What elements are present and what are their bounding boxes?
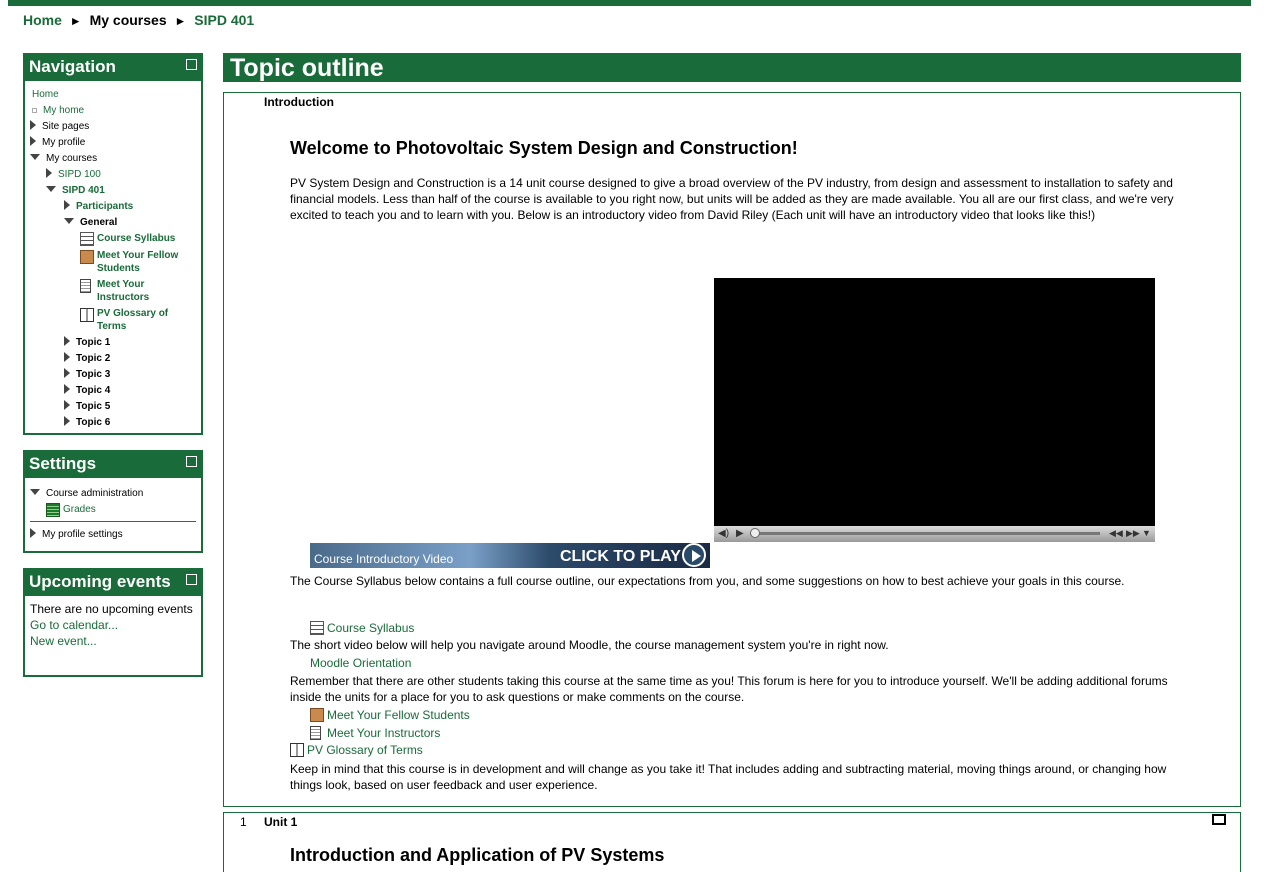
- forum-icon: [310, 708, 324, 722]
- progress-track[interactable]: [750, 532, 1100, 535]
- divider: [30, 521, 196, 522]
- instructors-link-row: [310, 725, 440, 741]
- syllabus-paragraph: The Course Syllabus below contains a full course outline, our expectations from you, and some suggestions on how to best achieve your goals in this course.: [290, 574, 1125, 588]
- collapse-arrow-icon[interactable]: [30, 154, 40, 160]
- nav-topic-2[interactable]: Topic 2: [76, 353, 111, 364]
- nav-participants[interactable]: Participants: [76, 201, 134, 212]
- video-controls[interactable]: [714, 526, 1155, 542]
- banner-cta: CLICK TO PLAY: [560, 548, 681, 565]
- nav-sipd-100[interactable]: SIPD 100: [58, 169, 101, 180]
- nav-meet-instr-line2: Instructors: [97, 292, 150, 303]
- chevron-down-icon[interactable]: ▼: [1142, 528, 1151, 538]
- nav-pv-glossary[interactable]: [97, 307, 168, 333]
- play-button-icon[interactable]: [682, 543, 706, 567]
- highlight-toggle-icon[interactable]: [1212, 814, 1226, 825]
- intro-paragraph: PV System Design and Construction is a 14 unit course designed to give a broad overview of the PV industry, from design and assessment to installation to safety and financial models. Less than half of the course is available to you right now, but units will be added as they are made available. You all are our first class, and we're very excited to teach you and to learn with you. Below is an introductory video from David Riley (Each unit will have an introductory video that looks like this!): [290, 176, 1174, 222]
- glossary-icon: [290, 743, 304, 757]
- nav-meet-instructors[interactable]: [97, 278, 149, 304]
- settings-title: Settings: [29, 454, 97, 473]
- expand-icon[interactable]: [64, 368, 70, 378]
- nav-meet-fellow-line2: Students: [97, 263, 140, 274]
- intro-video-banner[interactable]: [310, 543, 710, 568]
- forum-icon: [80, 250, 94, 264]
- nav-my-home[interactable]: My home: [43, 105, 85, 116]
- expand-icon[interactable]: [30, 528, 36, 538]
- main-header: [223, 53, 1241, 82]
- play-icon[interactable]: ▶: [736, 528, 744, 539]
- nav-glossary-line2: Terms: [97, 321, 127, 332]
- upcoming-events-title: Upcoming events: [29, 572, 171, 591]
- new-event-link[interactable]: New event...: [30, 634, 97, 648]
- nav-my-profile[interactable]: My profile: [42, 137, 86, 148]
- glossary-link-row: [290, 742, 423, 758]
- forum-paragraph: Remember that there are other students taking this course at the same time as you! This forum is here for you to introduce yourself. We'll be adding additional forums inside the units for a place for you to ask questions or make comments on the course.: [290, 674, 1168, 704]
- breadcrumb-separator: ►: [69, 14, 82, 28]
- forward-icon[interactable]: ▶▶: [1126, 528, 1140, 538]
- resource-icon: [310, 621, 324, 635]
- nav-site-pages[interactable]: Site pages: [42, 121, 90, 132]
- page-icon: [310, 726, 321, 740]
- nav-topic-3[interactable]: Topic 3: [76, 369, 111, 380]
- pv-glossary-link[interactable]: PV Glossary of Terms: [307, 743, 423, 757]
- syllabus-link-row: [310, 620, 414, 636]
- intro-section: [223, 92, 1241, 807]
- nav-sipd-401[interactable]: SIPD 401: [62, 185, 105, 196]
- navigation-block: [23, 53, 203, 435]
- video-player[interactable]: [714, 278, 1155, 526]
- course-syllabus-link[interactable]: Course Syllabus: [327, 621, 415, 635]
- breadcrumb-home[interactable]: Home: [23, 12, 62, 28]
- settings-header: [25, 450, 201, 478]
- banner-text: Course Introductory Video: [314, 552, 454, 566]
- volume-icon[interactable]: ◀): [718, 528, 730, 539]
- grades-icon: [46, 503, 60, 517]
- expand-icon[interactable]: [30, 136, 36, 146]
- expand-icon[interactable]: [64, 400, 70, 410]
- settings-my-profile-settings[interactable]: My profile settings: [42, 529, 123, 540]
- navigation-header: [25, 53, 201, 81]
- expand-icon[interactable]: [30, 120, 36, 130]
- unit-heading: Introduction and Application of PV Systems: [290, 845, 665, 865]
- expand-icon[interactable]: [46, 168, 52, 178]
- unit-1-section: [223, 812, 1241, 872]
- nav-topic-6[interactable]: Topic 6: [76, 417, 111, 428]
- collapse-arrow-icon[interactable]: [64, 218, 74, 224]
- nav-meet-fellow-students[interactable]: [97, 249, 178, 275]
- no-events-text: There are no upcoming events: [30, 602, 193, 616]
- expand-icon[interactable]: [64, 416, 70, 426]
- progress-handle[interactable]: [750, 528, 760, 538]
- moodle-orientation-link[interactable]: Moodle Orientation: [310, 656, 412, 670]
- development-paragraph: Keep in mind that this course is in development and will change as you take it! That includes adding and subtracting material, moving things around, or changing how things look, based on user feedback and user experience.: [290, 762, 1167, 792]
- nav-glossary-line1: PV Glossary of: [97, 308, 169, 319]
- bullet-icon: [32, 108, 37, 113]
- upcoming-events-block: [23, 568, 203, 677]
- page-icon: [80, 279, 91, 293]
- nav-general[interactable]: General: [80, 217, 118, 228]
- nav-meet-fellow-line1: Meet Your Fellow: [97, 250, 179, 261]
- breadcrumb-separator: ►: [174, 14, 187, 28]
- breadcrumb-my-courses[interactable]: My courses: [89, 12, 167, 28]
- expand-icon[interactable]: [64, 336, 70, 346]
- breadcrumb: [23, 12, 254, 28]
- nav-meet-instr-line1: Meet Your: [97, 279, 145, 290]
- settings-grades[interactable]: Grades: [63, 504, 96, 515]
- settings-block: [23, 450, 203, 553]
- expand-icon[interactable]: [64, 384, 70, 394]
- glossary-icon: [80, 308, 94, 322]
- fellow-link-row: [310, 707, 470, 723]
- nav-topic-4[interactable]: Topic 4: [76, 385, 111, 396]
- expand-icon[interactable]: [64, 200, 70, 210]
- resource-icon: [80, 232, 94, 246]
- nav-my-courses[interactable]: My courses: [46, 153, 98, 164]
- collapse-arrow-icon[interactable]: [30, 489, 40, 495]
- section-label: Introduction: [264, 95, 334, 109]
- collapse-icon[interactable]: [186, 574, 197, 585]
- nav-home[interactable]: Home: [32, 89, 59, 100]
- collapse-icon[interactable]: [186, 59, 197, 70]
- nav-course-syllabus[interactable]: Course Syllabus: [97, 233, 176, 244]
- navigation-title: Navigation: [29, 57, 116, 76]
- top-bar: [8, 0, 1251, 6]
- breadcrumb-current[interactable]: SIPD 401: [194, 12, 255, 28]
- welcome-heading: Welcome to Photovoltaic System Design and Construction!: [290, 138, 798, 158]
- meet-instructors-link[interactable]: Meet Your Instructors: [327, 726, 441, 740]
- collapse-arrow-icon[interactable]: [46, 186, 56, 192]
- go-to-calendar-link[interactable]: Go to calendar...: [30, 618, 119, 632]
- nav-topic-1[interactable]: Topic 1: [76, 337, 111, 348]
- nav-topic-5[interactable]: Topic 5: [76, 401, 111, 412]
- meet-fellow-students-link[interactable]: Meet Your Fellow Students: [327, 708, 470, 722]
- section-number: 1: [240, 815, 247, 829]
- expand-icon[interactable]: [64, 352, 70, 362]
- page-title: Topic outline: [223, 53, 1241, 82]
- section-label: Unit 1: [264, 815, 298, 829]
- upcoming-events-header: [25, 568, 201, 596]
- settings-course-admin[interactable]: Course administration: [46, 488, 144, 499]
- moodle-paragraph: The short video below will help you navigate around Moodle, the course management system you're in right now.: [290, 638, 889, 652]
- collapse-icon[interactable]: [186, 456, 197, 467]
- rewind-icon[interactable]: ◀◀: [1109, 528, 1123, 538]
